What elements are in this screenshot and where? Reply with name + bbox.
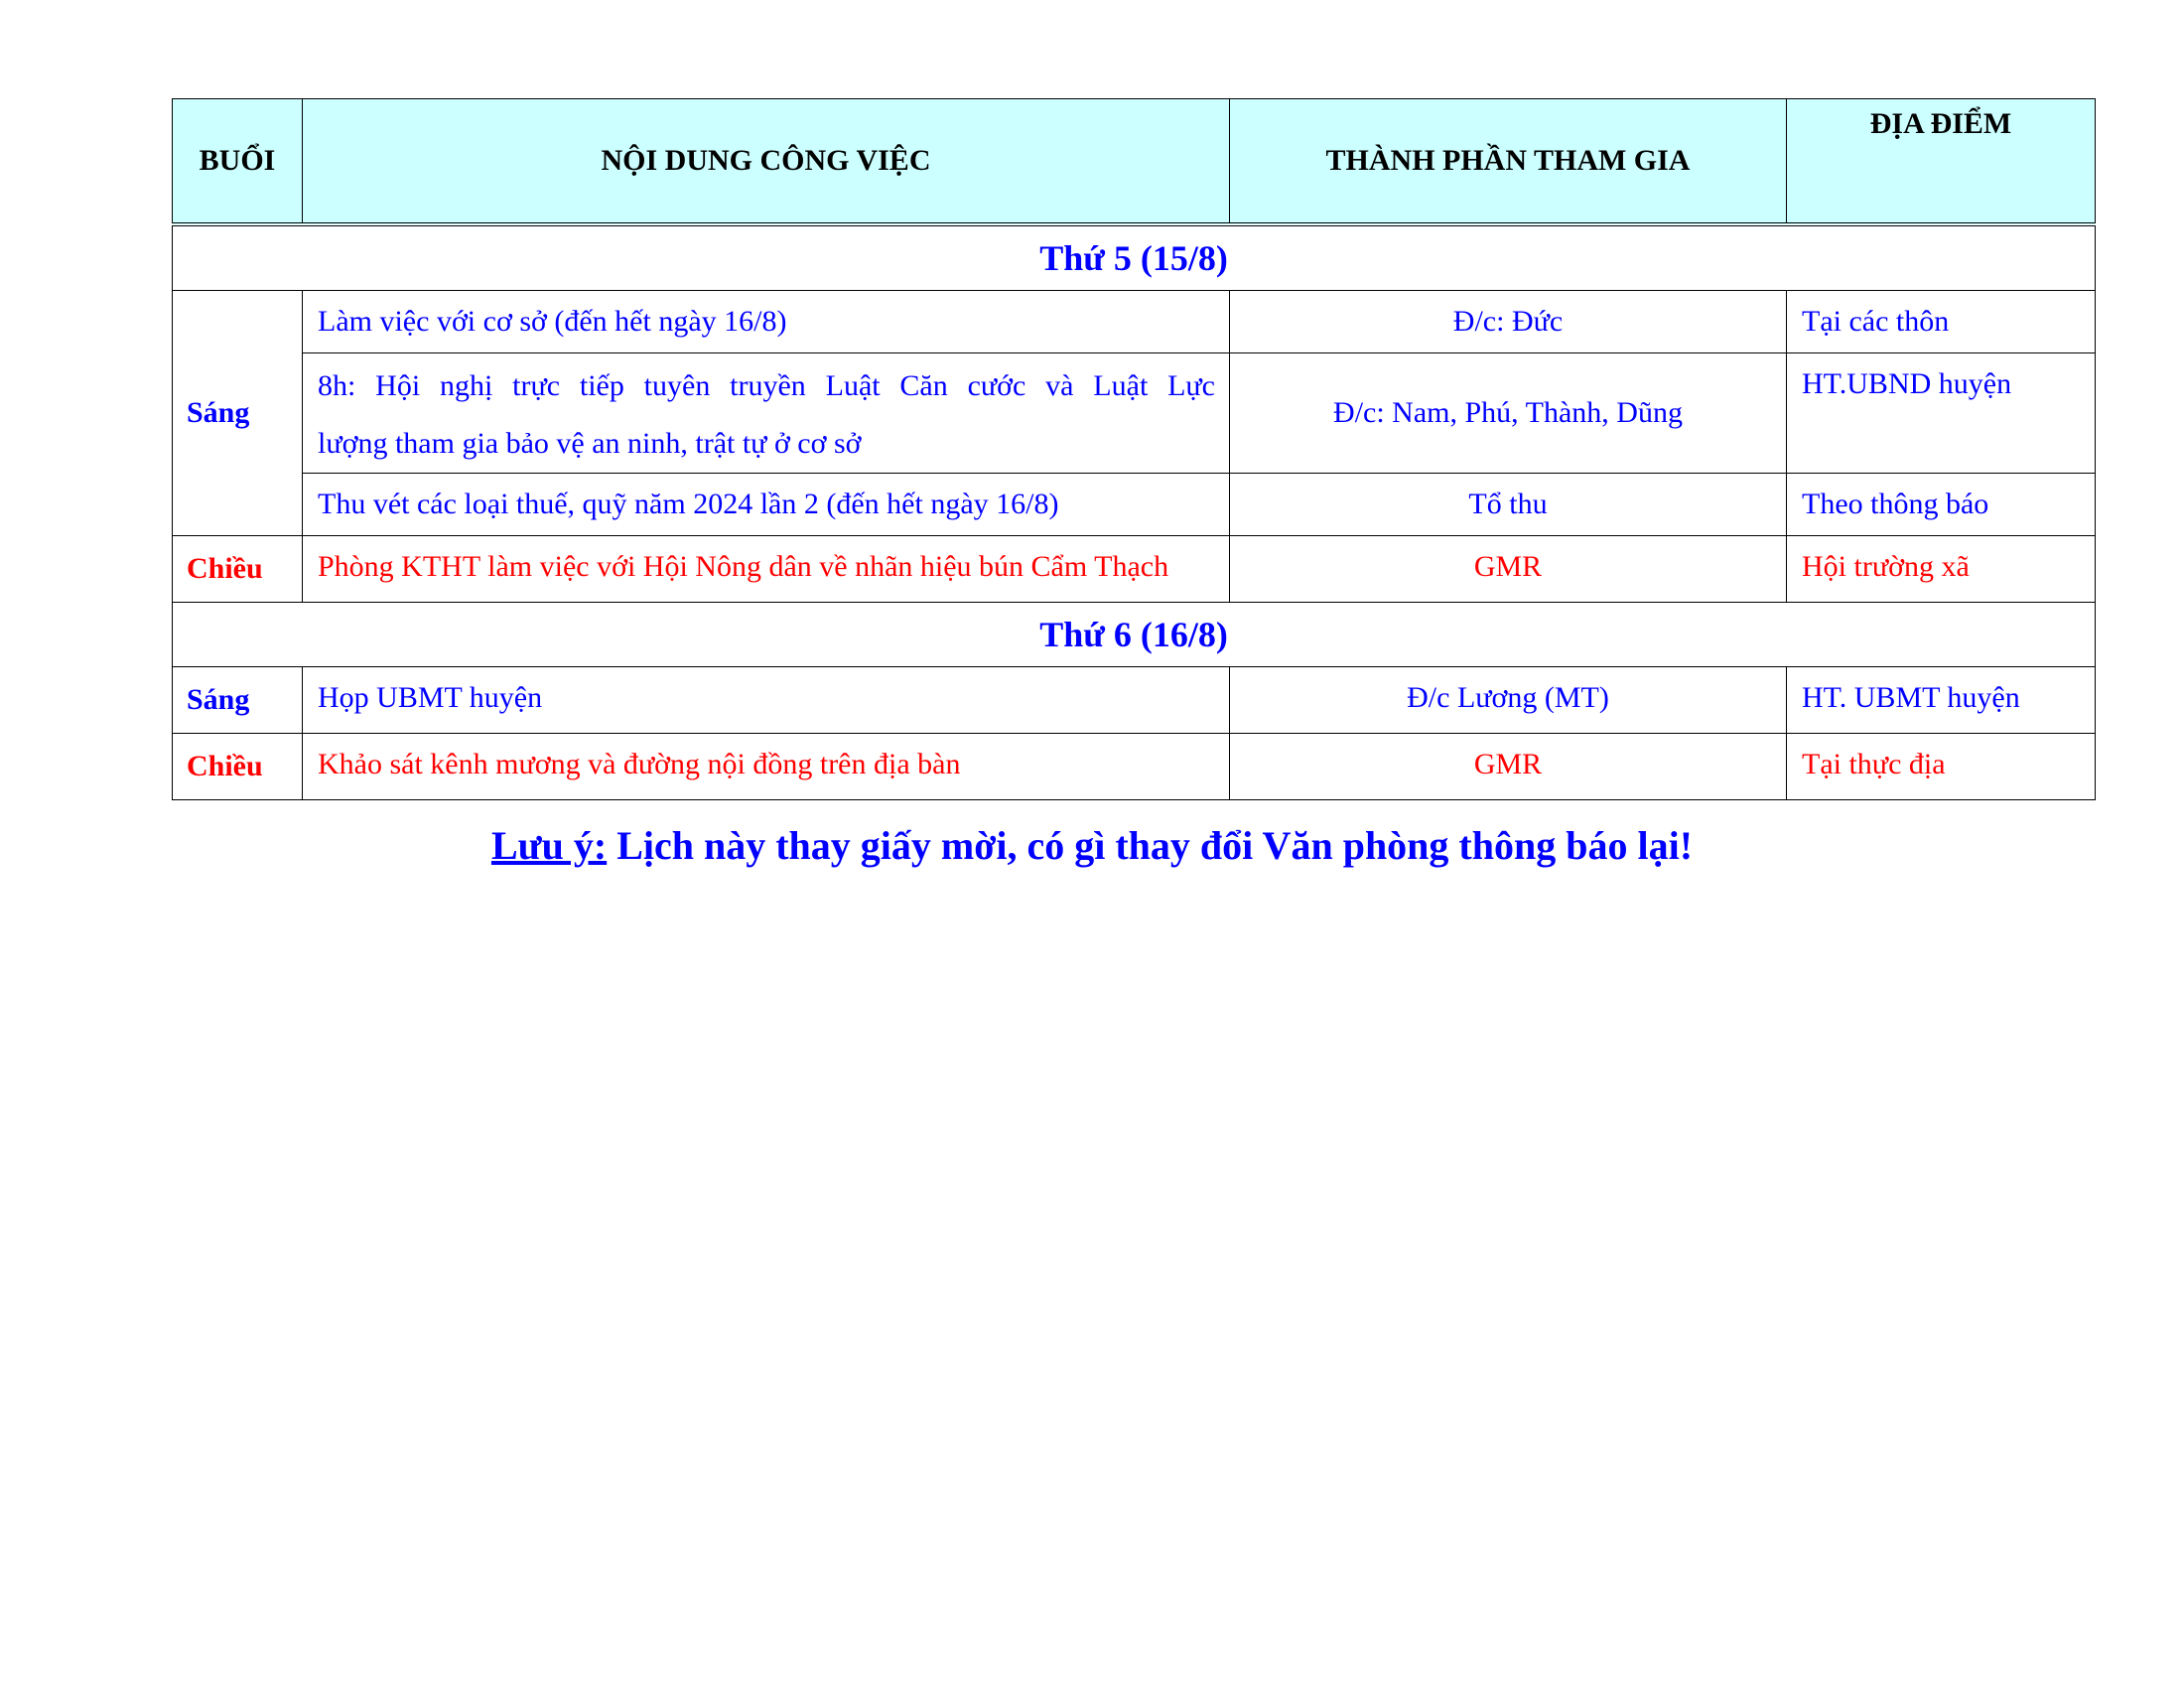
task-participants: Đ/c: Đức bbox=[1230, 291, 1787, 353]
header-row bbox=[173, 99, 2096, 225]
table-row bbox=[173, 291, 2096, 353]
task-content: Khảo sát kênh mương và đường nội đồng trên địa bàn bbox=[303, 734, 1230, 800]
session-afternoon: Chiều bbox=[173, 734, 303, 800]
task-content bbox=[303, 353, 1230, 474]
task-location: Theo thông báo bbox=[1787, 474, 2096, 536]
table-row bbox=[173, 536, 2096, 603]
task-location: HT. UBMT huyện bbox=[1787, 667, 2096, 734]
day-row-thu-5 bbox=[173, 224, 2096, 291]
header-participants: THÀNH PHẦN THAM GIA bbox=[1230, 99, 1787, 225]
table-row bbox=[173, 667, 2096, 734]
note-label: Lưu ý: bbox=[490, 823, 608, 868]
task-location: Tại các thôn bbox=[1787, 291, 2096, 353]
day-row-thu-6 bbox=[173, 603, 2096, 667]
task-content-line2: lượng tham gia bảo vệ an ninh, trật tự ở cơ sở bbox=[318, 427, 862, 460]
table-row bbox=[173, 474, 2096, 536]
day-title: Thứ 6 (16/8) bbox=[173, 603, 2096, 667]
header-location: ĐỊA ĐIỂM bbox=[1787, 99, 2096, 225]
table-row bbox=[173, 353, 2096, 474]
schedule-table bbox=[172, 98, 2096, 800]
day-title: Thứ 5 (15/8) bbox=[173, 224, 2096, 291]
task-content: Làm việc với cơ sở (đến hết ngày 16/8) bbox=[303, 291, 1230, 353]
task-content: Thu vét các loại thuế, quỹ năm 2024 lần 2 (đến hết ngày 16/8) bbox=[303, 474, 1230, 536]
task-location: HT.UBND huyện bbox=[1787, 353, 2096, 474]
note-text: Lịch này thay giấy mời, có gì thay đổi Văn phòng thông báo lại! bbox=[607, 823, 1694, 868]
task-participants: Tổ thu bbox=[1230, 474, 1787, 536]
table-row bbox=[173, 734, 2096, 800]
session-afternoon: Chiều bbox=[173, 536, 303, 603]
task-participants: GMR bbox=[1230, 734, 1787, 800]
task-location: Tại thực địa bbox=[1787, 734, 2096, 800]
task-participants: GMR bbox=[1230, 536, 1787, 603]
session-morning: Sáng bbox=[173, 291, 303, 536]
task-participants: Đ/c: Nam, Phú, Thành, Dũng bbox=[1230, 353, 1787, 474]
task-location: Hội trường xã bbox=[1787, 536, 2096, 603]
task-content: Phòng KTHT làm việc với Hội Nông dân về nhãn hiệu bún Cẩm Thạch bbox=[303, 536, 1230, 603]
header-session: BUỔI bbox=[173, 99, 303, 225]
task-content-line1: 8h: Hội nghị trực tiếp tuyên truyền Luật Căn cước và Luật Lực bbox=[318, 369, 1215, 402]
task-participants: Đ/c Lương (MT) bbox=[1230, 667, 1787, 734]
schedule-note bbox=[0, 822, 2184, 869]
header-content: NỘI DUNG CÔNG VIỆC bbox=[303, 99, 1230, 225]
task-content: Họp UBMT huyện bbox=[303, 667, 1230, 734]
session-morning: Sáng bbox=[173, 667, 303, 734]
